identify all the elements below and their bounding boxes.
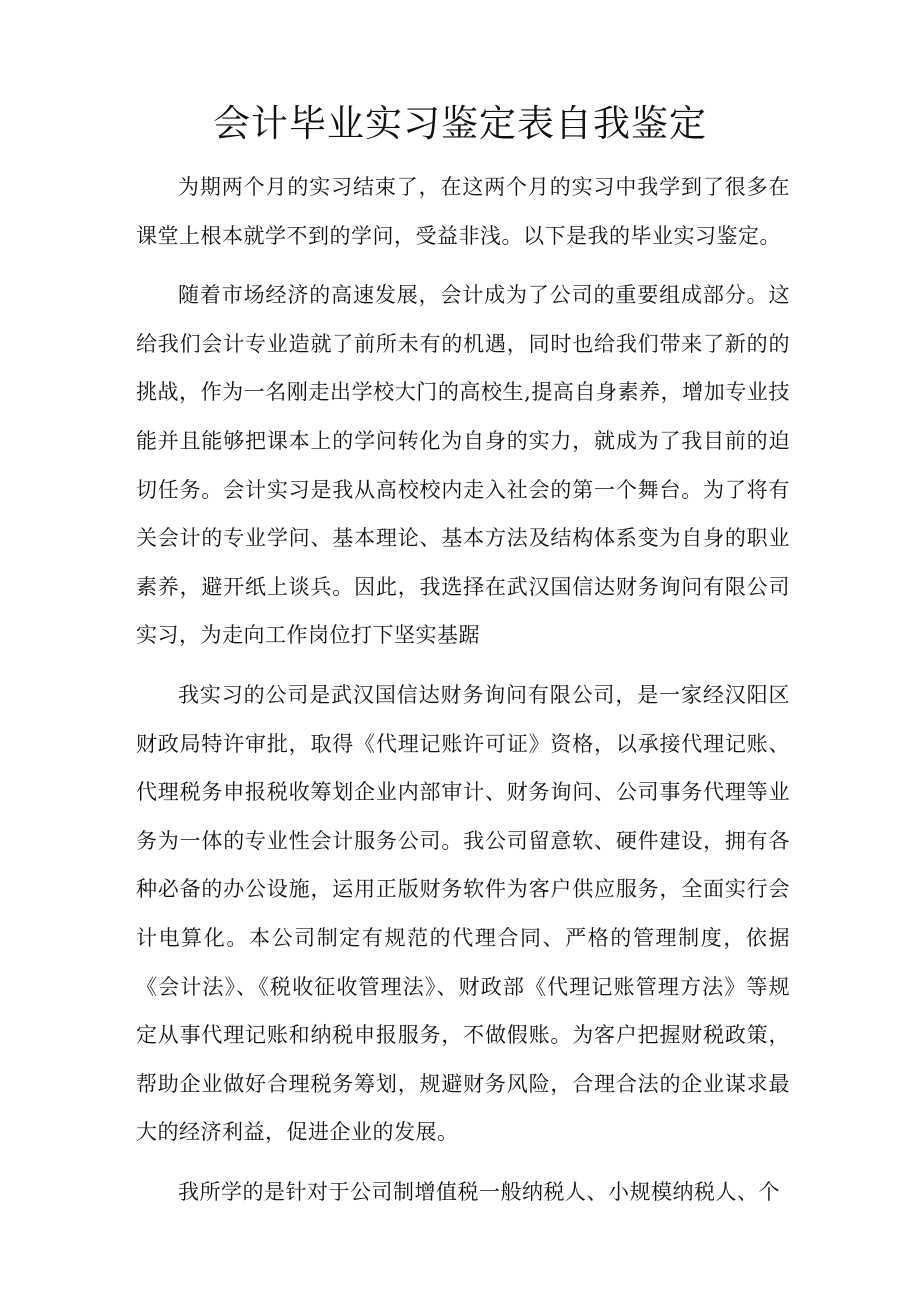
paragraph-intro: 为期两个月的实习结束了，在这两个月的实习中我学到了很多在课堂上根本就学不到的学问，受益非浅。以下是我的毕业实习鉴定。 — [136, 175, 790, 248]
paragraph-background: 随着市场经济的高速发展，会计成为了公司的重要组成部分。这给我们会计专业造就了前所未有的机遇，同时也给我们带来了新的的挑战，作为一名刚走出学校大门的高校生,提高自身素养，增加专业技能并且能够把课本上的学问转化为自身的实力，就成为了我目前的迫切任务。会计实习是我从高校校内走入社会的第一个舞台。为了将有关会计的专业学问、基本理论、基本方法及结构体系变为自身的职业素养，避开纸上谈兵。因此，我选择在武汉国信达财务询问有限公司实习，为走向工作岗位打下坚实基踞 — [136, 283, 790, 648]
document-title: 会计毕业实习鉴定表自我鉴定 — [213, 102, 707, 145]
document-body — [136, 163, 790, 1227]
paragraph-study: 我所学的是针对于公司制增值税一般纳税人、小规模纳税人、个 — [178, 1179, 780, 1204]
paragraph-company: 我实习的公司是武汉国信达财务询问有限公司，是一家经汉阳区财政局特许审批，取得《代理记账许可证》资格，以承接代理记账、代理税务申报税收筹划企业内部审计、财务询问、公司事务代理等业务为一体的专业性会计服务公司。我公司留意软、硬件建设，拥有各种必备的办公设施，运用正版财务软件为客户供应服务，全面实行会计电算化。本公司制定有规范的代理合同、严格的管理制度，依据《会计法》、《税收征收管理法》、财政部《代理记账管理方法》等规定从事代理记账和纳税申报服务，不做假账。为客户把握财税政策，帮助企业做好合理税务筹划，规避财务风险，合理合法的企业谋求最大的经济利益，促进企业的发展。 — [136, 682, 790, 1145]
